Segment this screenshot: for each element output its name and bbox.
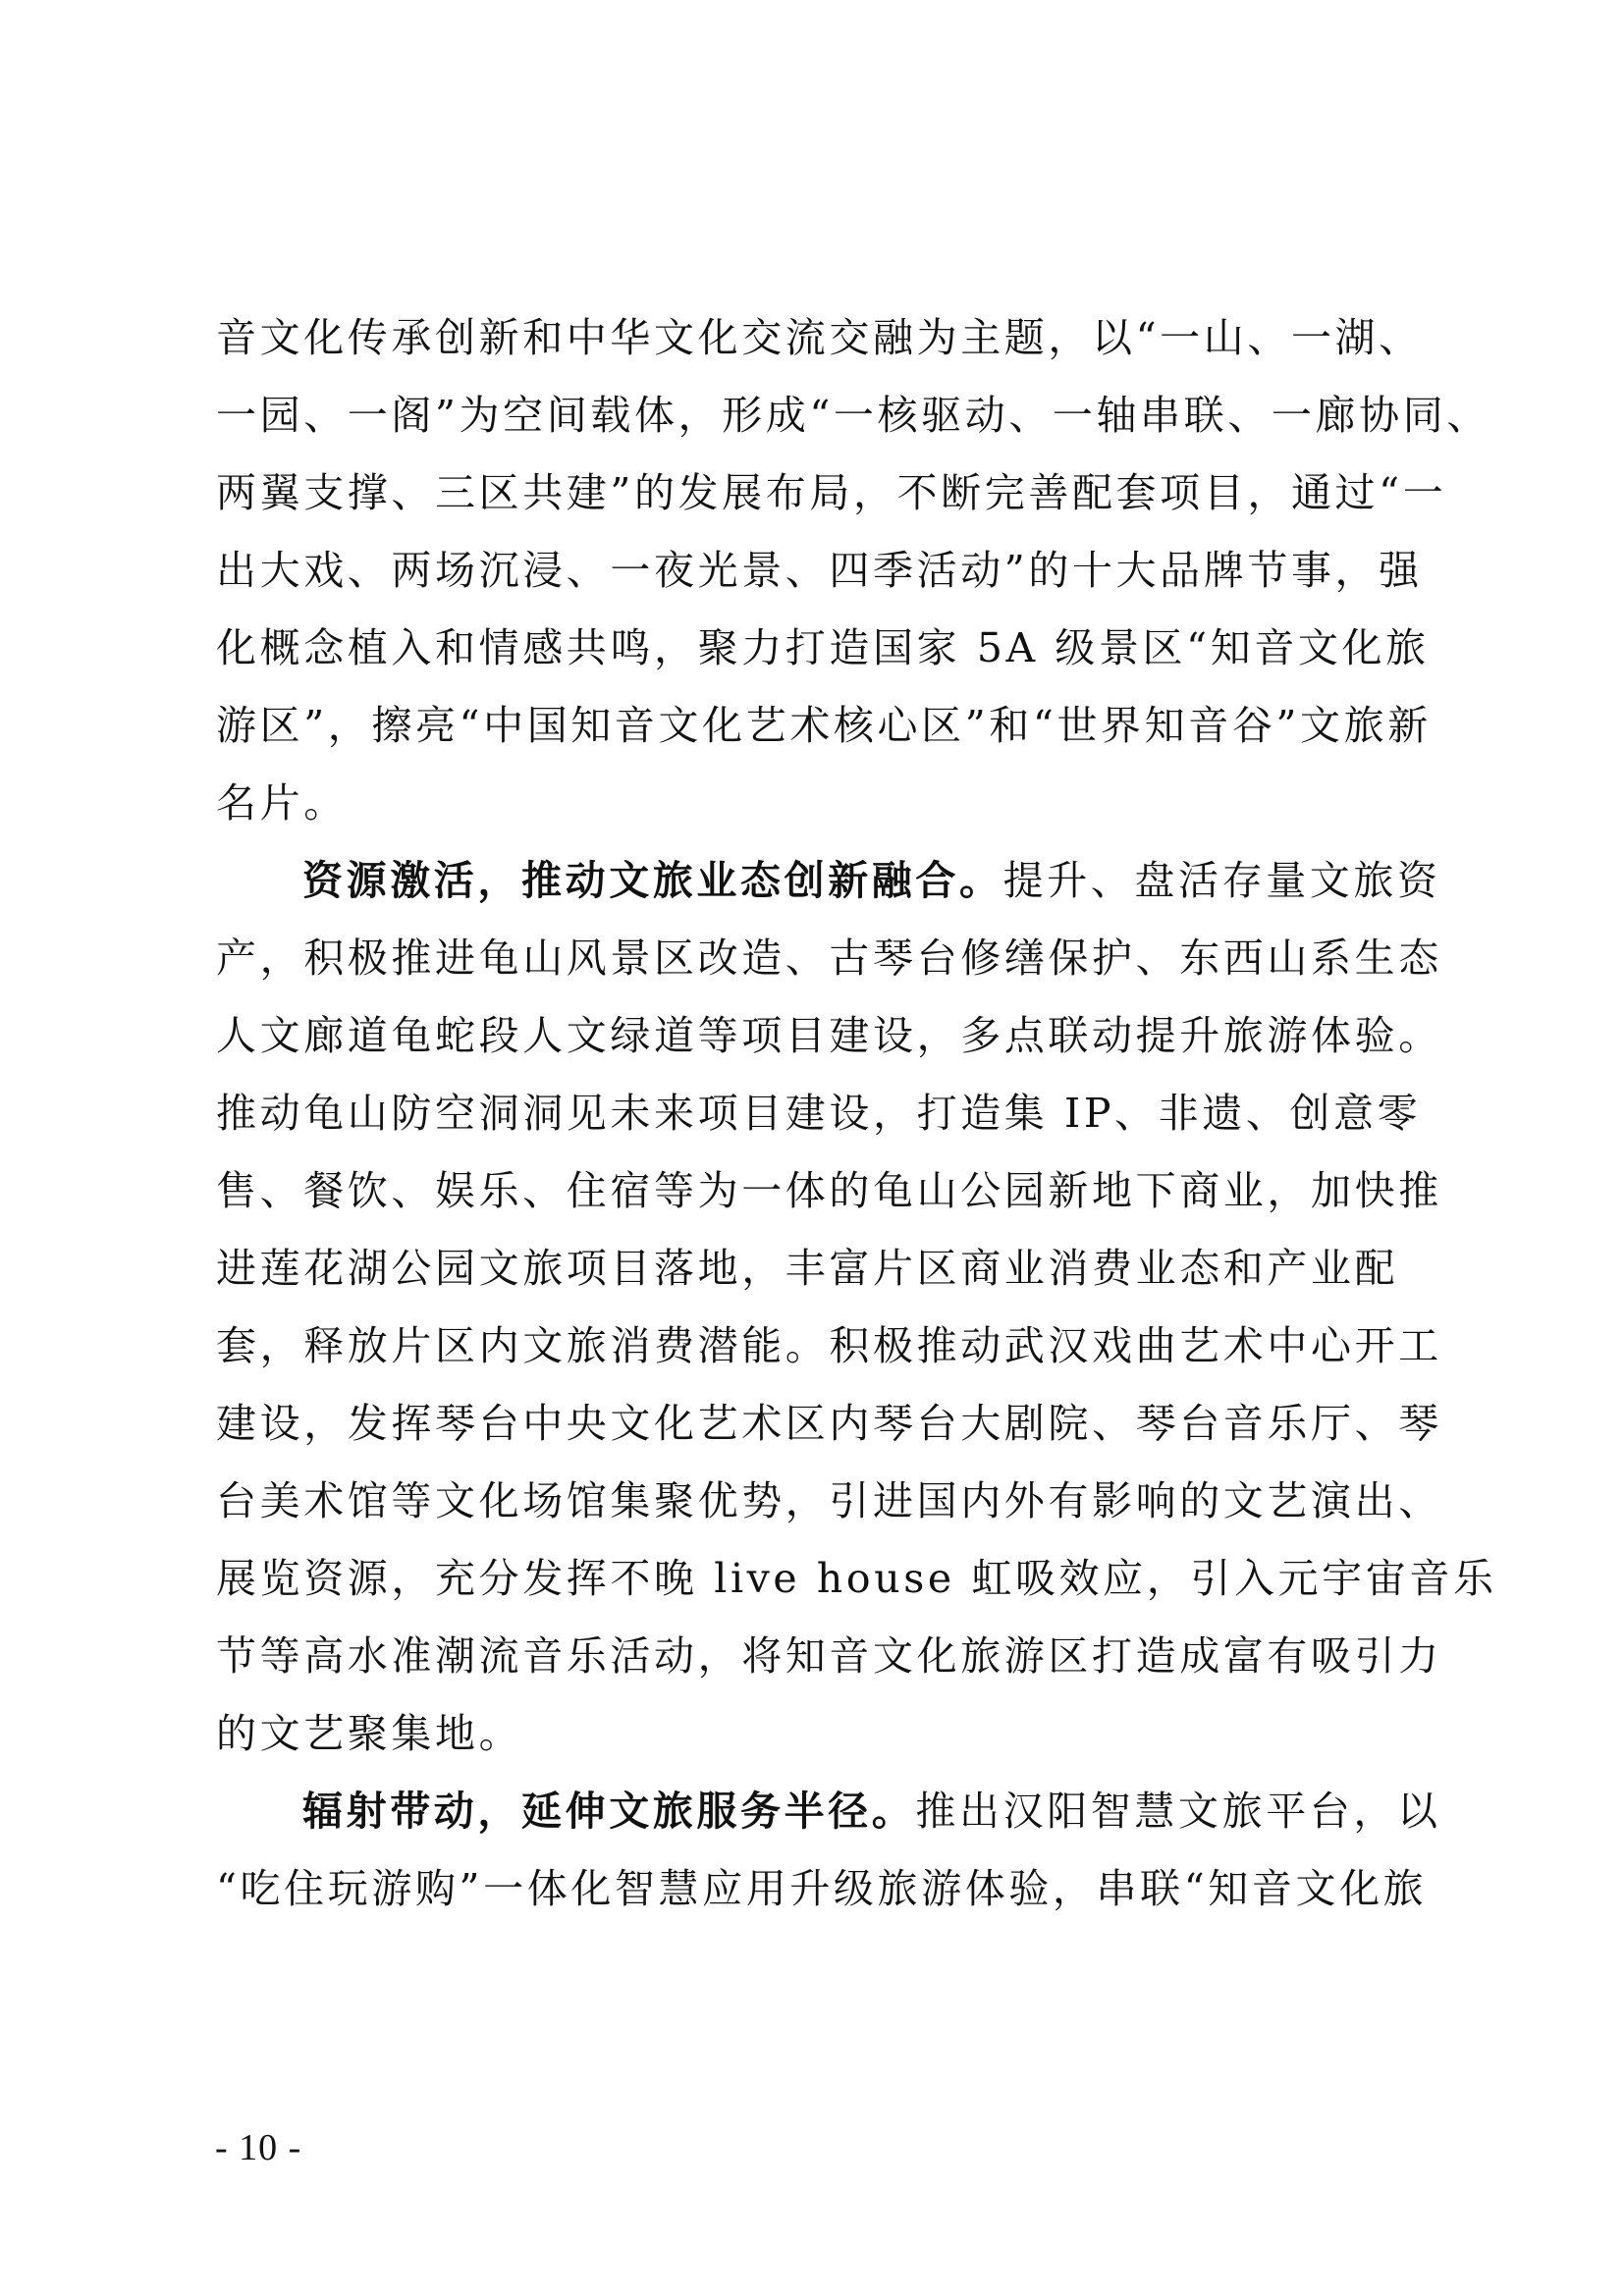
text-line: 一园、一阁”为空间载体，形成“一核驱动、一轴串联、一廊协同、	[216, 392, 1490, 439]
page-number: - 10 -	[215, 2127, 302, 2168]
text-line: 名片。	[216, 779, 348, 827]
text-line: 人文廊道龟蛇段人文绿道等项目建设，多点联动提升旅游体验。	[216, 1012, 1442, 1059]
paragraph-first-line-text: 推出汉阳智慧文旅平台，以	[915, 1788, 1441, 1835]
text-line-first	[216, 842, 1441, 920]
text-line: 售、餐饮、娱乐、住宿等为一体的龟山公园新地下商业，加快推	[216, 1167, 1442, 1214]
text-line: 节等高水准潮流音乐活动，将知音文化旅游区打造成富有吸引力	[216, 1632, 1442, 1680]
text-line-first	[216, 1773, 1441, 1850]
text-line: 建设，发挥琴台中央文化艺术区内琴台大剧院、琴台音乐厅、琴	[216, 1400, 1442, 1447]
text-line: 推动龟山防空洞洞见未来项目建设，打造集 IP、非遗、创意零	[216, 1090, 1422, 1137]
text-line: 的文艺聚集地。	[216, 1710, 523, 1757]
paragraph-lead-heading: 资源激活，推动文旅业态创新融合。	[302, 857, 1003, 904]
text-line: 展览资源，充分发挥不晚 live house 虹吸效应，引入元宇宙音乐	[216, 1555, 1497, 1602]
text-line: “吃住玩游购”一体化智慧应用升级旅游体验，串联“知音文化旅	[216, 1865, 1428, 1912]
paragraph-2	[216, 842, 1497, 1773]
text-line: 游区”，擦亮“中国知音文化艺术核心区”和“世界知音谷”文旅新	[216, 702, 1432, 749]
text-line: 出大戏、两场沉浸、一夜光景、四季活动”的十大品牌节事，强	[216, 547, 1423, 594]
body-text	[216, 299, 1497, 1928]
text-line: 套，释放片区内文旅消费潜能。积极推动武汉戏曲艺术中心开工	[216, 1322, 1442, 1369]
paragraph-3	[216, 1773, 1441, 1928]
paragraph-first-line-text: 提升、盘活存量文旅资	[1002, 857, 1441, 904]
text-line: 台美术馆等文化场馆集聚优势，引进国内外有影响的文艺演出、	[216, 1477, 1442, 1524]
text-line: 音文化传承创新和中华文化交流交融为主题，以“一山、一湖、	[216, 314, 1423, 361]
text-line: 化概念植入和情感共鸣，聚力打造国家 5A 级景区“知音文化旅	[216, 624, 1430, 671]
paragraph-1	[216, 299, 1490, 842]
text-line: 两翼支撑、三区共建”的发展布局，不断完善配套项目，通过“一	[216, 469, 1447, 516]
text-line: 进莲花湖公园文旅项目落地，丰富片区商业消费业态和产业配	[216, 1245, 1399, 1292]
paragraph-lead-heading: 辐射带动，延伸文旅服务半径。	[302, 1788, 916, 1835]
text-line: 产，积极推进龟山风景区改造、古琴台修缮保护、东西山系生态	[216, 934, 1442, 982]
